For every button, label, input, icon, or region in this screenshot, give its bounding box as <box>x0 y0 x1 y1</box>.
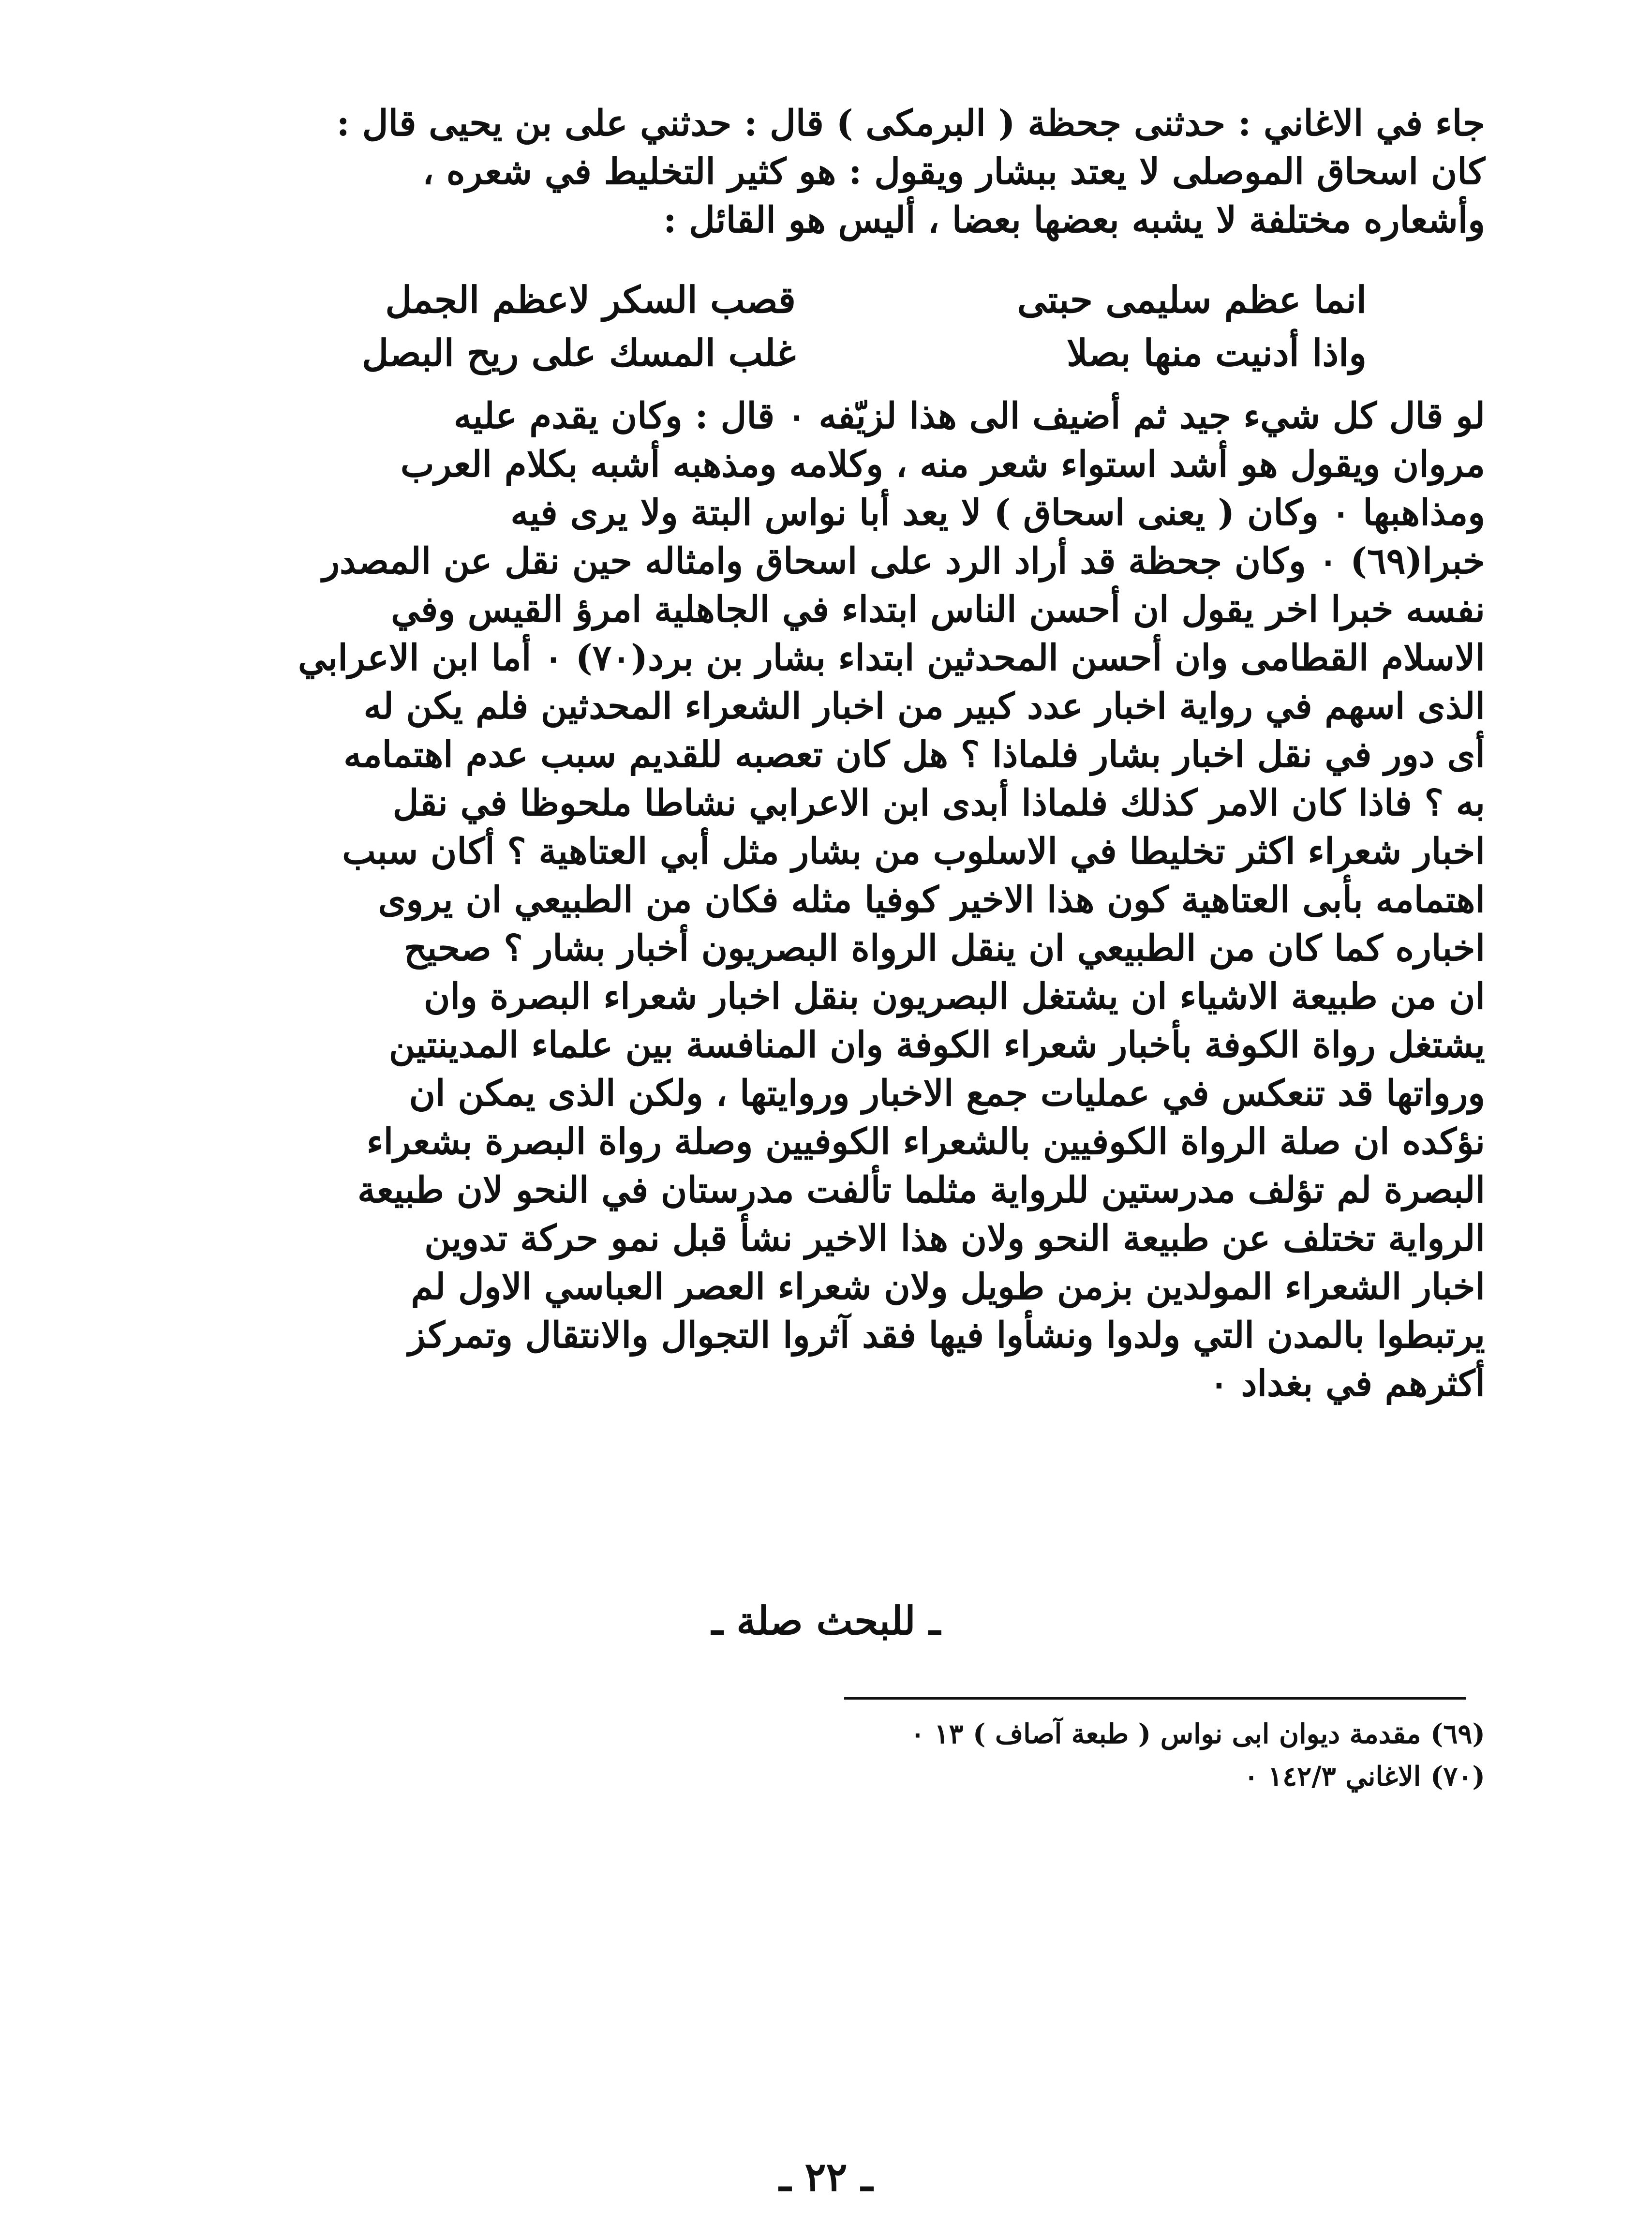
footnote: (٧٠) الاغاني ١٤٢/٣ ٠ <box>1244 1761 1485 1792</box>
footnote: (٦٩) مقدمة ديوان ابى نواس ( طبعة آصاف ) ١٣ ٠ <box>910 1718 1485 1750</box>
text-line: ان من طبيعة الاشياء ان يشتغل البصريون بنقل اخبار شعراء البصرة وان <box>424 976 1485 1017</box>
text-line: اخبار الشعراء المولدين بزمن طويل ولان شعراء العصر العباسي الاول لم <box>411 1266 1485 1308</box>
text-line: نؤكده ان صلة الرواة الكوفيين بالشعراء الكوفيين وصلة رواة البصرة بشعراء <box>366 1121 1485 1163</box>
second-hemistich: قصب السكر لاعظم الجمل <box>385 278 796 321</box>
text-line: يشتغل رواة الكوفة بأخبار شعراء الكوفة وان المنافسة بين علماء المدينتين <box>388 1024 1485 1066</box>
main-paragraph <box>164 392 1485 1408</box>
text-line: نفسه خبرا اخر يقول ان أحسن الناس ابتداء في الجاهلية امرؤ القيس وفي <box>391 589 1485 630</box>
text-line: كان اسحاق الموصلى لا يعتد ببشار ويقول : هو كثير التخليط في شعره ، <box>422 151 1485 193</box>
poem-verses <box>283 273 1367 380</box>
text-line: اخبار شعراء اكثر تخليطا في الاسلوب من بشار مثل أبي العتاهية ؟ أكان سبب <box>342 831 1485 872</box>
text-line: وأشعاره مختلفة لا يشبه بعضها بعضا ، أليس هو القائل : <box>663 199 1485 241</box>
text-line: الاسلام القطامى وان أحسن المحدثين ابتداء بشار بن برد(٧٠) ٠ أما ابن الاعرابي <box>298 637 1485 679</box>
first-hemistich: واذا أدنيت منها بصلا <box>1066 331 1367 374</box>
text-line: يرتبطوا بالمدن التي ولدوا ونشأوا فيها فقد آثروا التجوال والانتقال وتمركز <box>408 1314 1485 1356</box>
second-hemistich: غلب المسك على ريح البصل <box>362 331 796 374</box>
text-line: لو قال كل شيء جيد ثم أضيف الى هذا لزيّفه ٠ قال : وكان يقدم عليه <box>454 395 1485 437</box>
text-line: ورواتها قد تنعكس في عمليات جمع الاخبار وروايتها ، ولكن الذى يمكن ان <box>409 1073 1485 1114</box>
first-hemistich: انما عظم سليمى حبتى <box>1017 278 1367 321</box>
text-line: به ؟ فاذا كان الامر كذلك فلماذا أبدى ابن الاعرابي نشاطا ملحوظا في نقل <box>392 782 1485 824</box>
footnotes <box>663 1713 1485 1798</box>
intro-paragraph <box>164 99 1485 244</box>
text-line: الذى اسهم في رواية اخبار عدد كبير من اخبار الشعراء المحدثين فلم يكن له <box>363 686 1485 727</box>
poem-verse <box>283 273 1367 327</box>
page-number: ـ ٢٢ ـ <box>779 2154 873 2200</box>
text-line: جاء في الاغاني : حدثنى جحظة ( البرمكى ) قال : حدثني على بن يحيى قال : <box>336 103 1485 144</box>
text-line: اخباره كما كان من الطبيعي ان ينقل الرواة البصريون أخبار بشار ؟ صحيح <box>403 927 1485 969</box>
footnote-divider <box>844 1697 1466 1700</box>
text-line: أكثرهم في بغداد ٠ <box>1209 1363 1485 1404</box>
text-line: مروان ويقول هو أشد استواء شعر منه ، وكلامه ومذهبه أشبه بكلام العرب <box>400 444 1485 485</box>
poem-verse <box>283 327 1367 380</box>
text-line: اهتمامه بأبى العتاهية كون هذا الاخير كوفيا مثله فكان من الطبيعي ان يروى <box>378 879 1485 921</box>
text-line: خبرا(٦٩) ٠ وكان جحظة قد أراد الرد على اسحاق وامثاله حين نقل عن المصدر <box>322 540 1485 582</box>
text-line: أى دور في نقل اخبار بشار فلماذا ؟ هل كان تعصبه للقديم سبب عدم اهتمامه <box>343 734 1485 776</box>
text-line: ومذاهبها ٠ وكان ( يعنى اسحاق ) لا يعد أبا نواس البتة ولا يرى فيه <box>510 492 1485 534</box>
text-line: الرواية تختلف عن طبيعة النحو ولان هذا الاخير نشأ قبل نمو حركة تدوين <box>424 1218 1485 1259</box>
continuation-note: ـ للبحث صلة ـ <box>712 1598 940 1643</box>
text-line: البصرة لم تؤلف مدرستين للرواية مثلما تألفت مدرستان في النحو لان طبيعة <box>357 1169 1485 1211</box>
